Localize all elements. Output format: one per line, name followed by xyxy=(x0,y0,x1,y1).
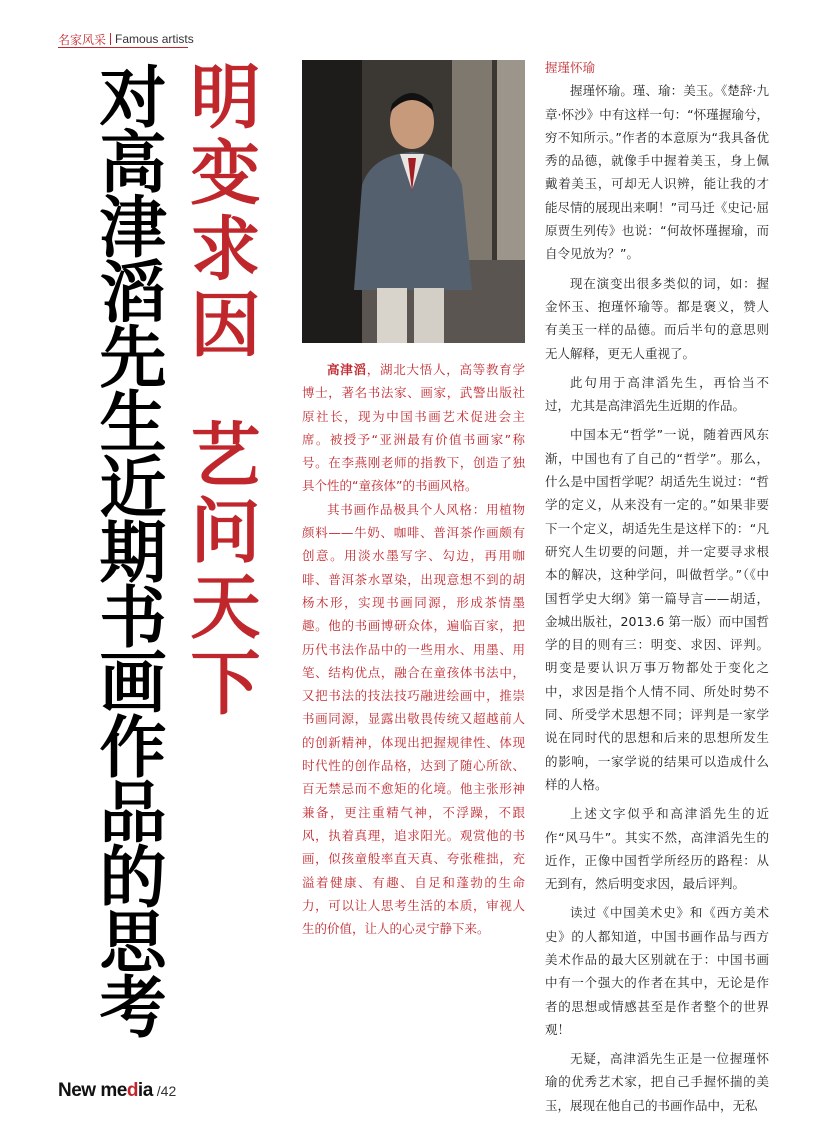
brand-text-start: New me xyxy=(58,1080,127,1101)
brand-text-end: ia xyxy=(137,1080,153,1101)
title-line-1: 明变求因 xyxy=(179,60,261,364)
article-paragraph: 上述文字似乎和高津滔先生的近作“风马牛”。其实不然，高津滔先生的近作，正像中国哲学所经历的路程：从无到有，然后明变求因，最后评判。 xyxy=(545,806,769,892)
brand-text-accent: d xyxy=(126,1080,138,1101)
header-divider xyxy=(110,33,111,45)
artist-portrait-photo xyxy=(302,60,525,343)
page-number: /42 xyxy=(156,1083,177,1099)
article-body xyxy=(545,56,769,1123)
section-category: 名家风采 xyxy=(58,32,107,47)
header-rule xyxy=(58,47,188,48)
article-paragraph: 读过《中国美术史》和《西方美术史》的人都知道，中国书画作品与西方美术作品的最大区别就在于：中国书画中有一个强大的作者在其中，无论是作者的思想或情感甚至是作者整个的世界观！ xyxy=(545,905,769,1037)
article-paragraph: 无疑，高津滔先生正是一位握瑾怀瑜的优秀艺术家，把自己手握怀揣的美玉，展现在他自己的书画作品中，无私 xyxy=(545,1051,769,1113)
portrait-illustration xyxy=(302,60,525,343)
article-paragraph: 握瑾怀瑜。瑾、瑜：美玉。《楚辞·九章·怀沙》中有这样一句：“怀瑾握瑜兮，穷不知所示。”作者的本意原为“我具备优秀的品德，就像手中握着美玉，身上佩戴着美玉，可却无人识辨，能让我的才能尽情的展现出来啊！”司马迁《史记·屈原贾生列传》也说：“何故怀瑾握瑜，而自令见放为？”。 xyxy=(545,83,769,262)
artist-name: 高津滔 xyxy=(327,362,367,377)
article-paragraph: 现在演变出很多类似的词，如：握金怀玉、抱瑾怀瑜等。都是褒义，赞人有美玉一样的品德。而后半句的意思则无人解释，更无人重视了。 xyxy=(545,275,769,361)
section-header xyxy=(58,31,194,47)
bio-text: ，湖北大悟人，高等教育学博士，著名书法家、画家，武警出版社原社长，现为中国书画艺术促进会主席。被授予“亚洲最有价值书画家”称号。在李燕刚老师的指教下，创造了独具个性的“童孩体”的书画风格。 xyxy=(302,362,525,494)
page-footer xyxy=(58,1080,176,1104)
vertical-subtitle: 对高津滔先生近期书画作品的思考 xyxy=(89,62,167,1037)
bio-paragraph xyxy=(302,358,525,498)
style-paragraph: 其书画作品极具个人风格：用植物颜料——牛奶、咖啡、普洱茶作画颇有创意。用淡水墨写字、勾边，再用咖啡、普洱茶水罩染，出现意想不到的胡杨木形，实现书画同源，形成茶情墨趣。他的书画博研众体，遍临百家，把历代书法作品中的一些用水、用墨、用笔、结构优点，融合在童孩体书法中，又把书法的技法技巧融进绘画中，推崇书画同源，显露出敬畏传统又超越前人的创新精神，体现出把握规律性、体现时代性的创作品格，达到了随心所欲、百无禁忌而不愈矩的化境。他主张形神兼备，更注重精气神，不浮躁，不跟风，执着真理，追求阳光。观赏他的书画，似孩童般率直天真、夸张稚拙，充溢着健康、有趣、自足和蓬勃的生命力，可以让人思考生活的本质，审视人生的价值，让人的心灵宁静下来。 xyxy=(302,501,525,937)
artist-bio-caption xyxy=(302,358,525,940)
section-category-english: Famous artists xyxy=(115,32,194,46)
article-heading: 握瑾怀瑜 xyxy=(545,60,596,75)
article-paragraph: 此句用于高津滔先生，再恰当不过，尤其是高津滔先生近期的作品。 xyxy=(545,374,769,414)
magazine-brand xyxy=(58,1080,153,1102)
article-paragraph: 中国本无“哲学”一说，随着西风东渐，中国也有了自己的“哲学”。那么，什么是中国哲学呢？胡适先生说过：“哲学的定义，从来没有一定的。”如果非要下一个定义，胡适先生是这样下的：“凡研究人生切要的问题，并一定要寻求根本的解决，这种学问，叫做哲学。”（《中国哲学史大纲》第一篇导言——胡适，金城出版社，2013.6 第一版）而中国哲学的目的则有三：明变、求因、评判。明变是要认识万事万物都处于变化之中，求因是指个人情不同、所处时势不同、所受学术思想不同；评判是一家学说在同时代的思想和后来的思想所发生的影响，一家学说的结果可以造成什么样的人格。 xyxy=(545,427,769,792)
title-line-2: 艺问天下 xyxy=(179,418,261,722)
